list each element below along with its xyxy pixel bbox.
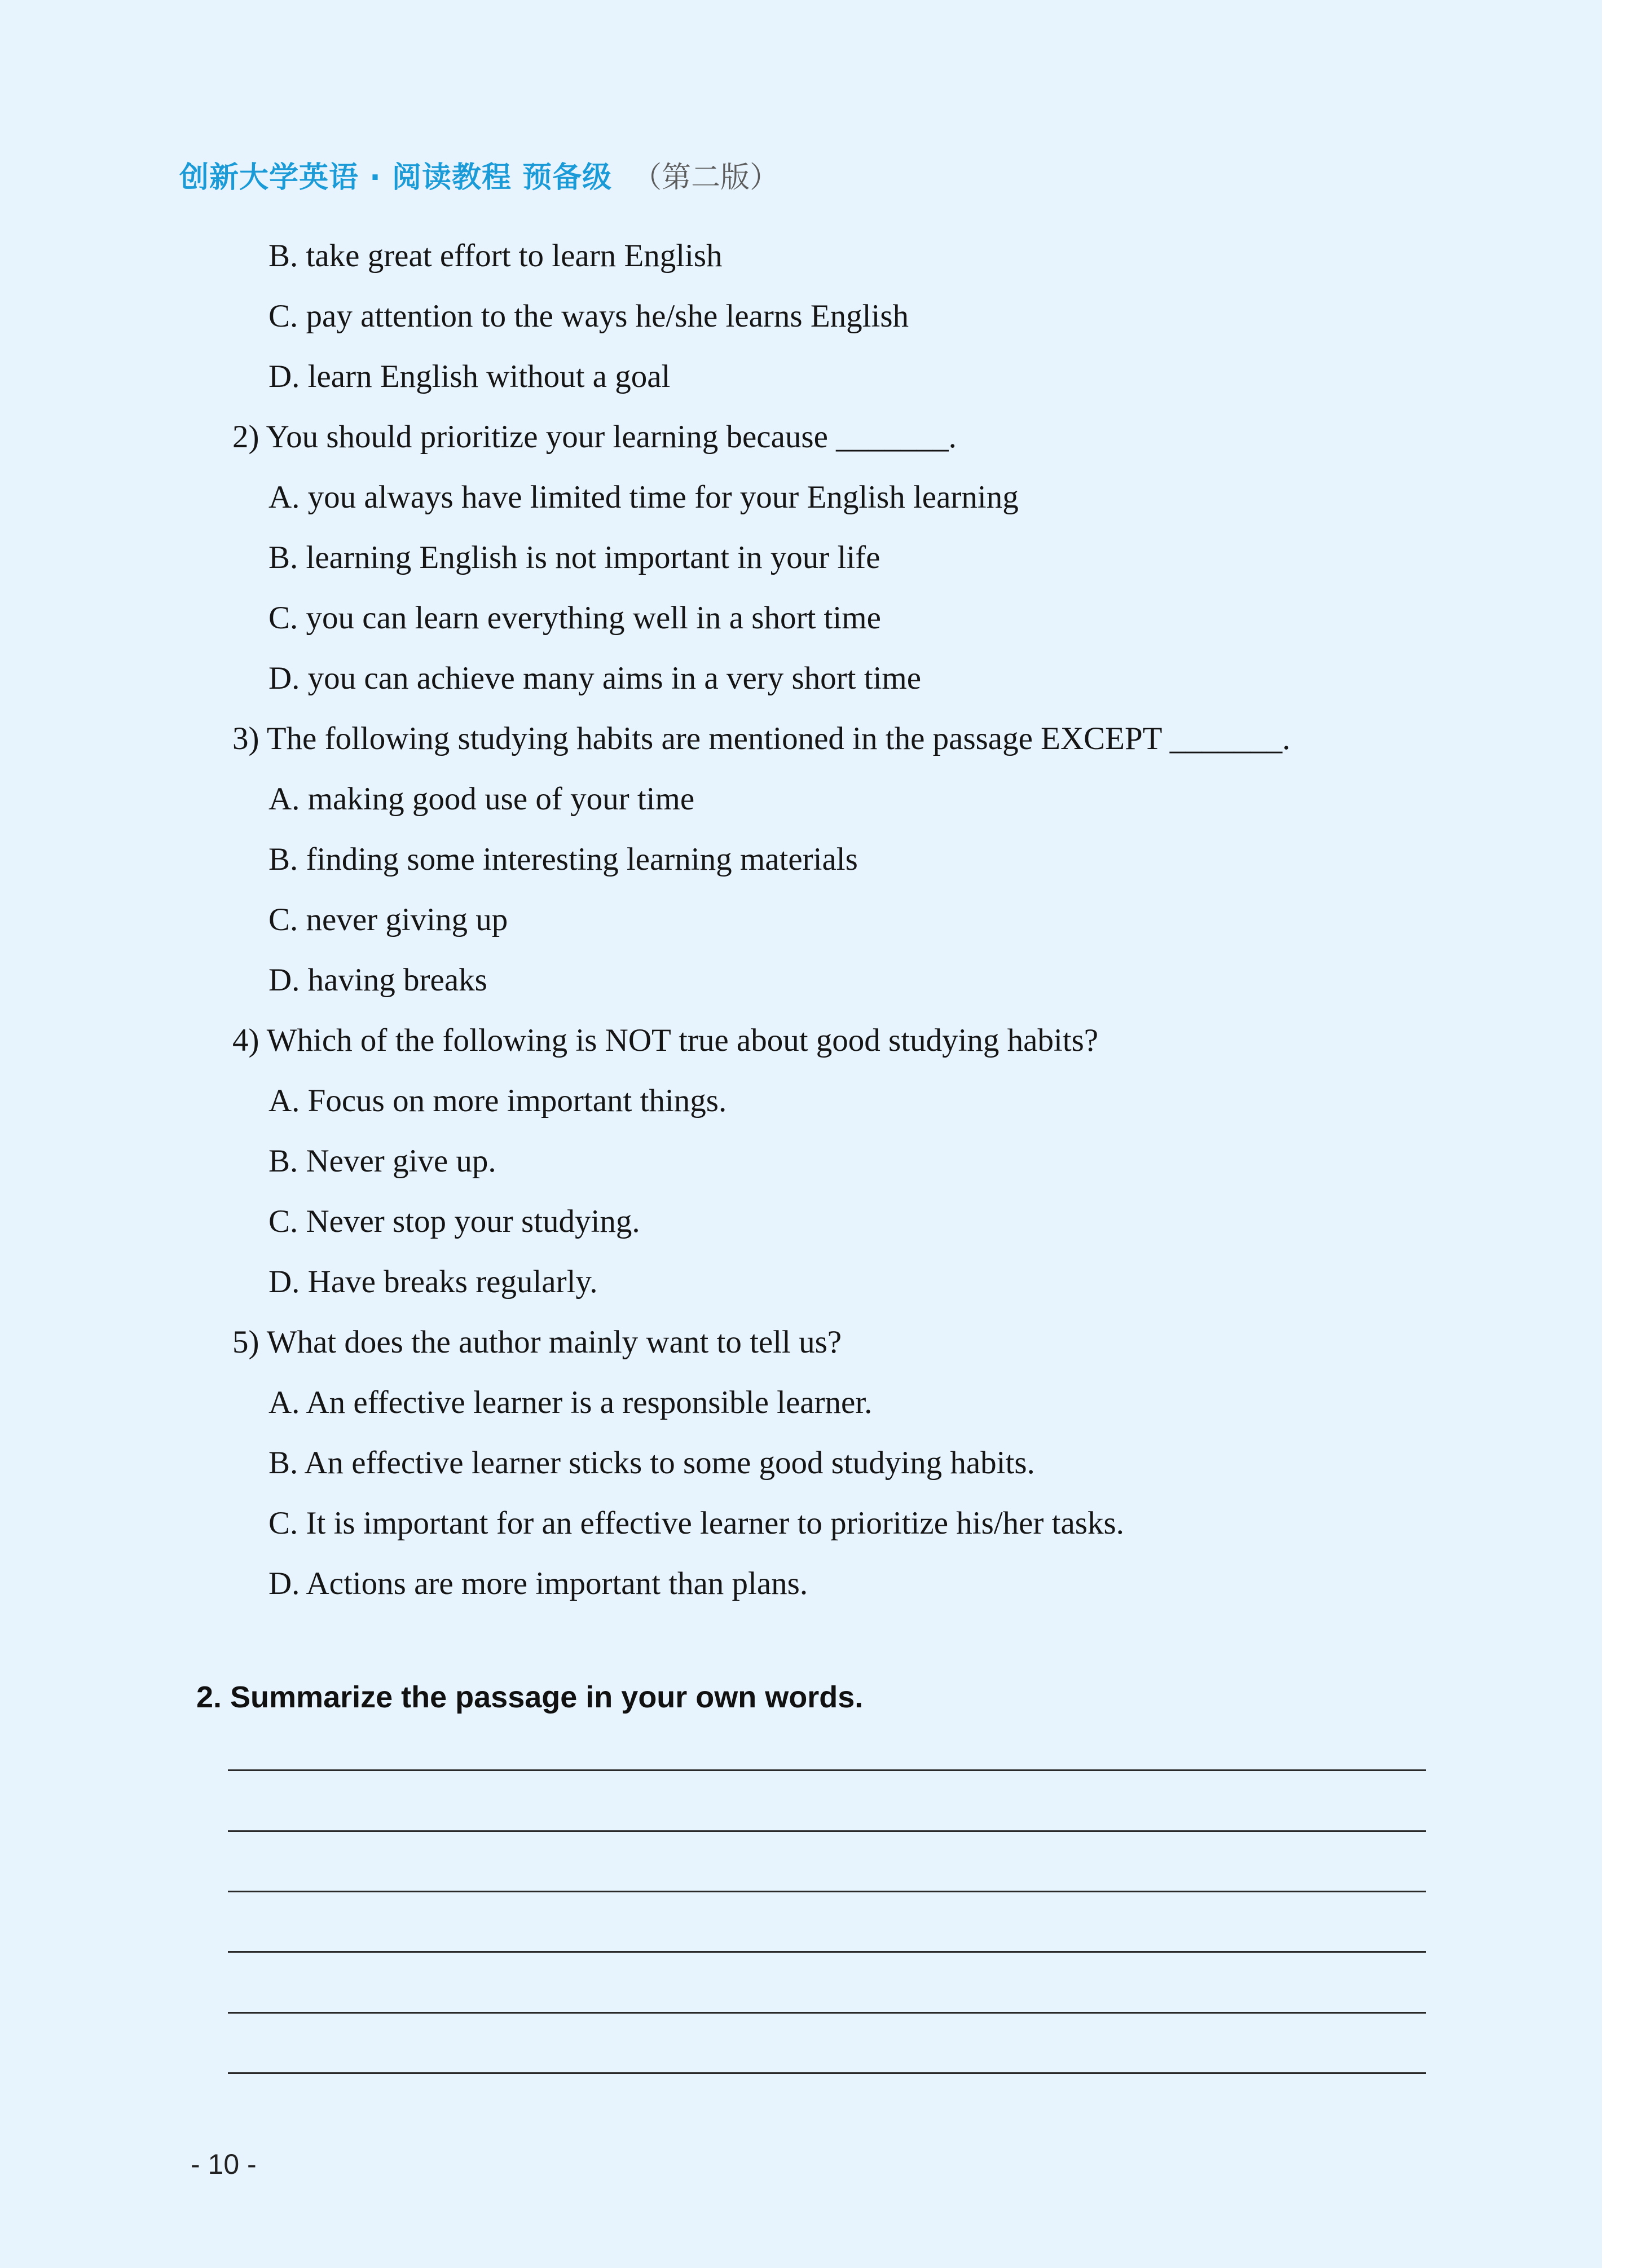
answer-line[interactable] [228,1891,1426,1892]
answer-line[interactable] [228,1769,1426,1771]
q2-option-c: C. you can learn everything well in a short time [268,600,881,636]
q2-option-b: B. learning English is not important in your life [268,540,880,575]
q2-stem: 2) You should prioritize your learning because _______. [232,419,957,455]
edition-label: （第二版） [632,161,780,195]
page-number: - 10 - [191,2148,257,2180]
q1-option-b: B. take great effort to learn English [268,238,723,274]
running-header [179,153,779,196]
q1-option-c: C. pay attention to the ways he/she learns English [268,298,909,334]
q4-option-d: D. Have breaks regularly. [268,1264,598,1300]
exercise2-heading: 2. Summarize the passage in your own words. [196,1680,864,1714]
q5-option-c: C. It is important for an effective learner to prioritize his/her tasks. [268,1505,1124,1541]
q3-option-d: D. having breaks [268,962,487,998]
q5-stem: 5) What does the author mainly want to tell us? [232,1324,842,1360]
q2-option-d: D. you can achieve many aims in a very short time [268,660,922,696]
q4-option-b: B. Never give up. [268,1143,496,1179]
q3-option-b: B. finding some interesting learning materials [268,842,858,877]
q4-stem: 4) Which of the following is NOT true about good studying habits? [232,1023,1099,1058]
answer-line[interactable] [228,2012,1426,2014]
answer-line[interactable] [228,2072,1426,2074]
answer-line[interactable] [228,1951,1426,1953]
q2-option-a: A. you always have limited time for your English learning [268,479,1019,515]
q5-option-b: B. An effective learner sticks to some good studying habits. [268,1445,1035,1481]
q1-option-d: D. learn English without a goal [268,359,671,394]
answer-line[interactable] [228,1830,1426,1832]
q5-option-d: D. Actions are more important than plans. [268,1566,808,1601]
q3-option-c: C. never giving up [268,902,508,937]
q4-option-c: C. Never stop your studying. [268,1204,640,1239]
book-series-title: 创新大学英语 · 阅读教程 预备级 [179,161,613,195]
q4-option-a: A. Focus on more important things. [268,1083,727,1118]
q3-option-a: A. making good use of your time [268,781,695,817]
page-edge-strip [1602,0,1629,2268]
q3-stem: 3) The following studying habits are mentioned in the passage EXCEPT _______. [232,721,1291,756]
q5-option-a: A. An effective learner is a responsible learner. [268,1385,873,1420]
